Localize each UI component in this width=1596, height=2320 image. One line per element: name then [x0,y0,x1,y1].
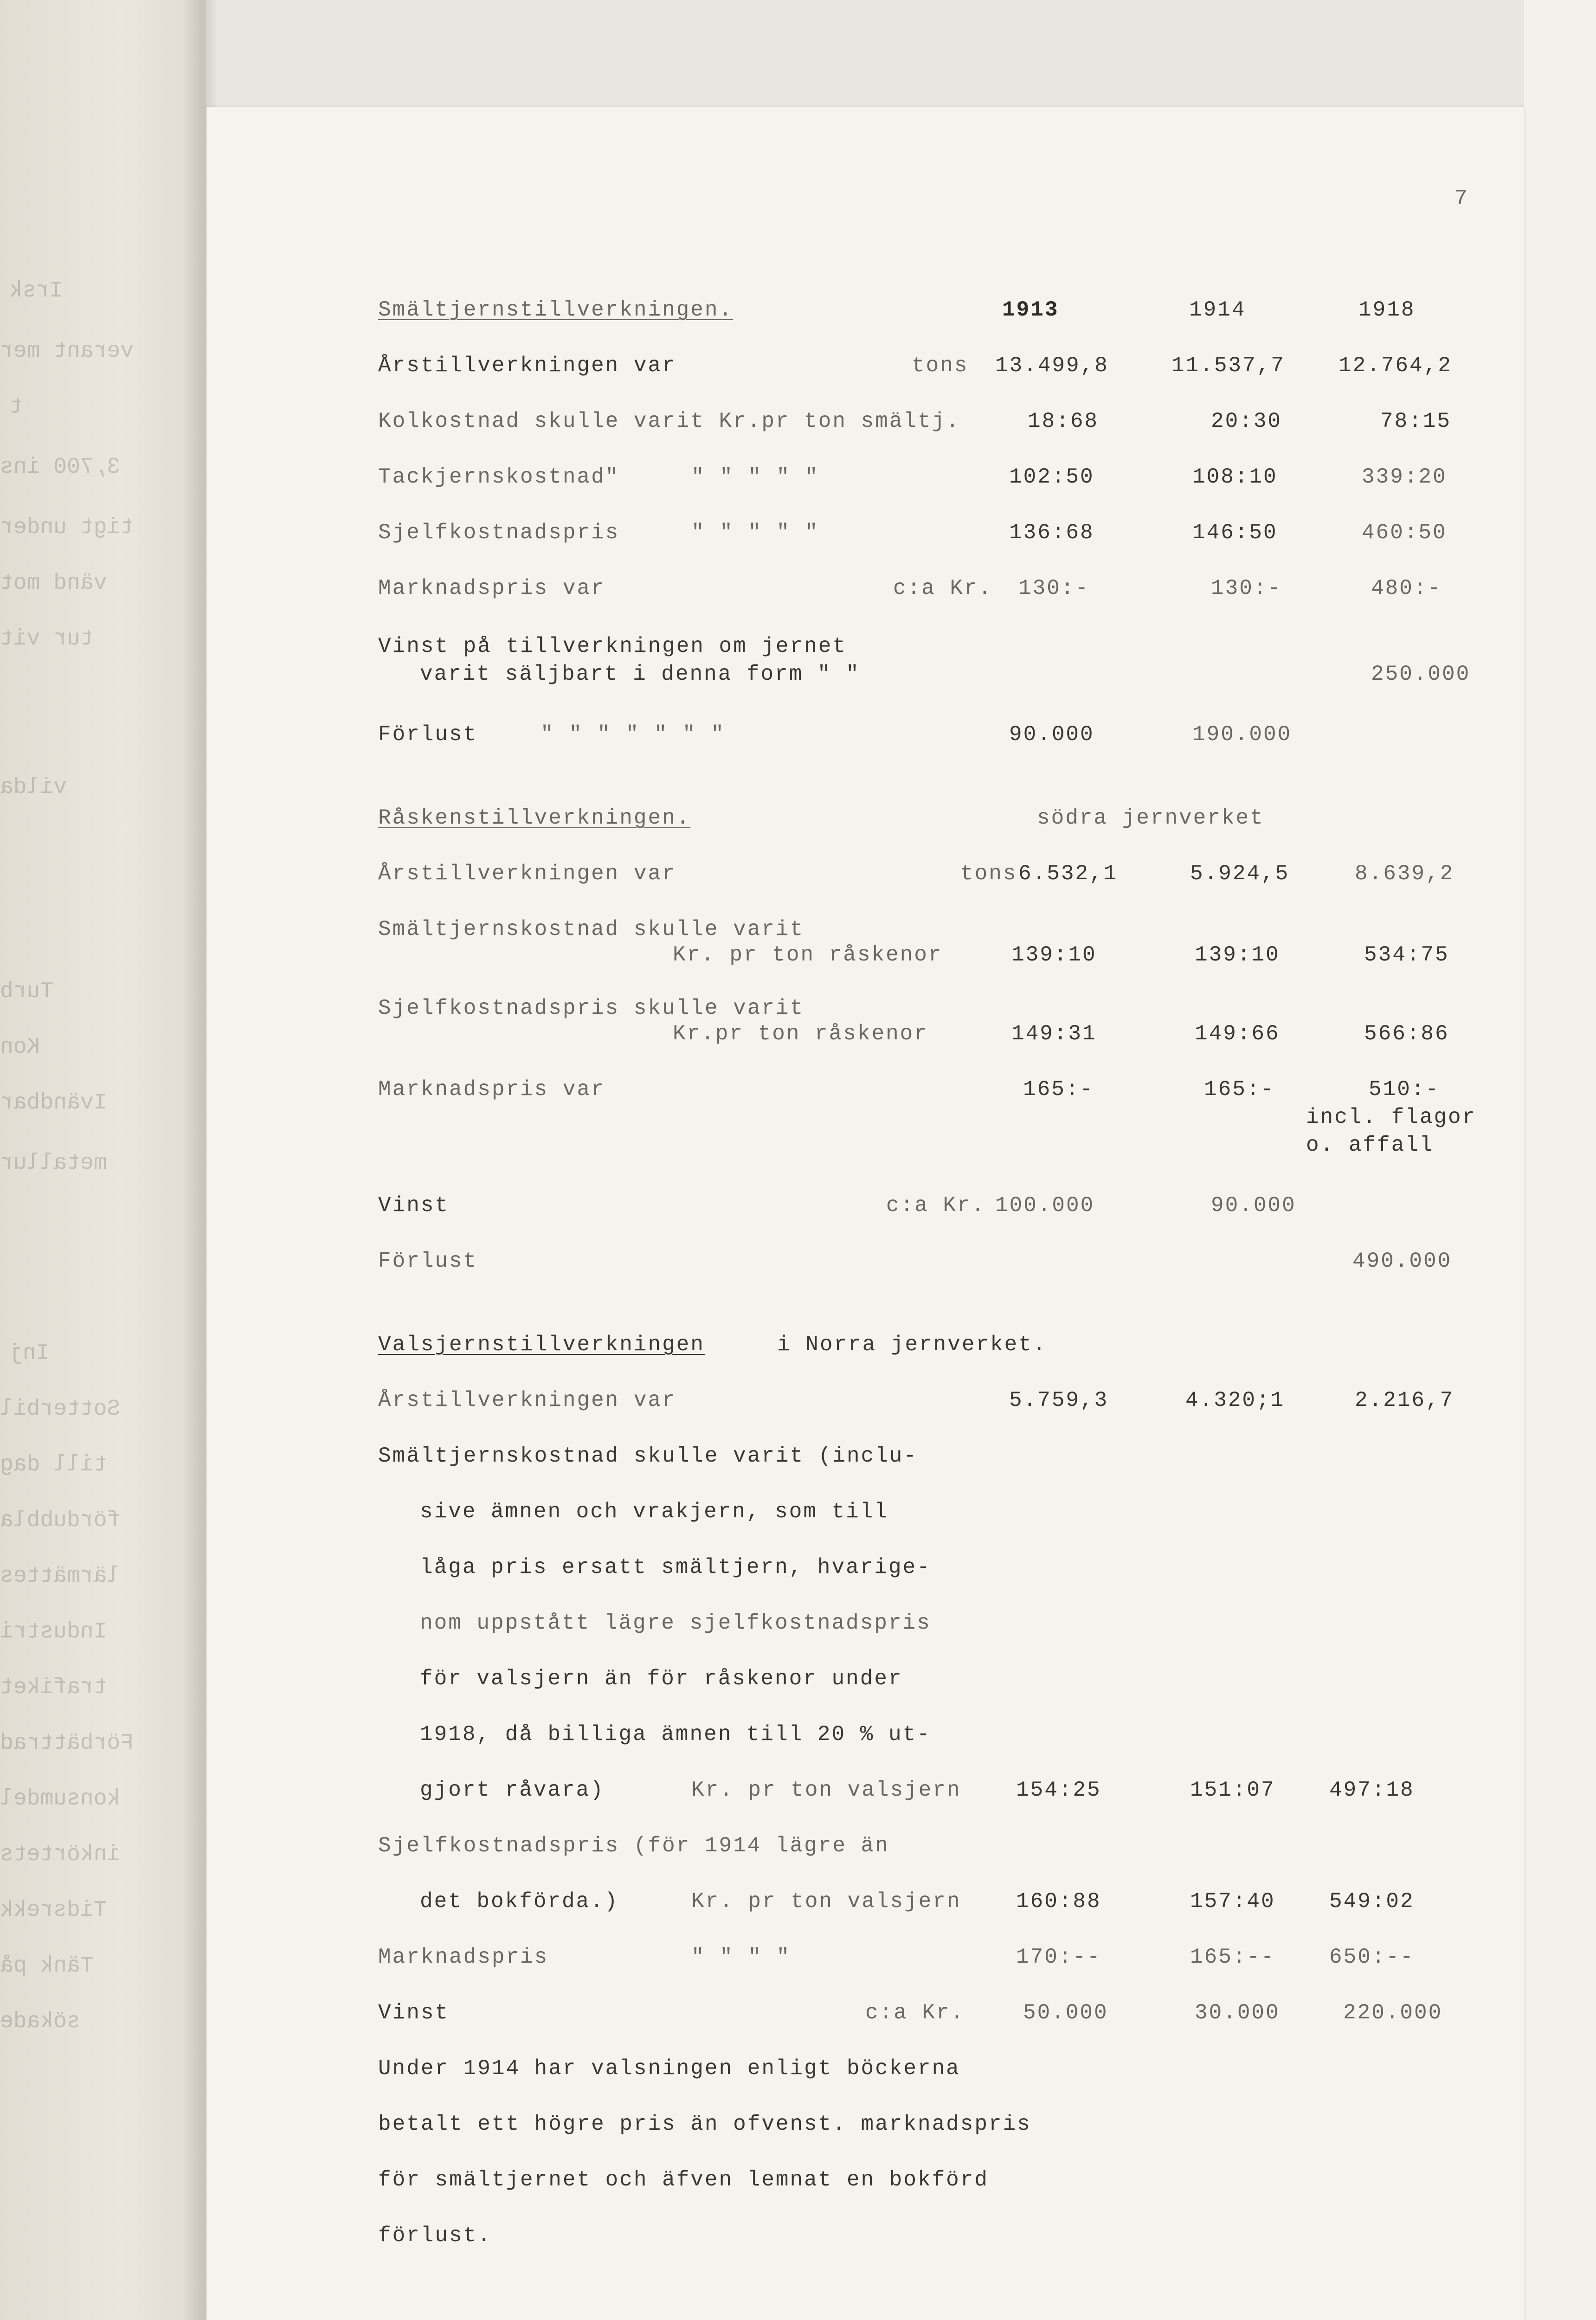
bleed-text: Turb [0,979,54,1004]
value-1918: 220.000 [1343,2001,1443,2025]
value-1918: 534:75 [1364,943,1449,967]
text-line: sive ämnen och vrakjern, som till [420,1500,888,1524]
previous-page-edge [0,0,206,2320]
text-line: för valsjern än för råskenor under [420,1667,903,1691]
row-unit: c:a Kr. [886,1193,986,1218]
value-1914: 90.000 [1211,1193,1296,1218]
row-label: Marknadspris var [378,576,605,600]
value-1913: 165:- [1023,1077,1094,1102]
bleed-text: konsumdel [0,1786,121,1811]
row-unit: Kr. pr ton valsjern [691,1889,961,1914]
bleed-text: Förbättrad [0,1731,134,1756]
row-label-cont: Kr. pr ton råskenor [673,943,943,967]
value-1914: 190.000 [1192,722,1292,747]
bleed-text: sökade [0,2009,80,2034]
value-1918: 490.000 [1352,1249,1452,1273]
value-1914: 151:07 [1190,1778,1275,1802]
value-1918: 497:18 [1329,1778,1415,1802]
value-1913: 154:25 [1016,1778,1101,1802]
closing-text: förlust. [378,2223,492,2248]
profit-label: Vinst på tillverkningen om jernet [378,634,847,658]
section-title-cont: i Norra jernverket. [777,1333,1047,1357]
value-1918: 2.216,7 [1355,1388,1454,1412]
value-note: o. affall [1306,1133,1434,1157]
value-1918: 78:15 [1380,409,1452,433]
bleed-text: Inj [9,1341,50,1366]
value-1918: 8.639,2 [1355,862,1454,886]
bleed-text: vänd mot [0,571,107,596]
value-1914: 5.924,5 [1190,862,1290,886]
value-1913: 18:68 [1028,409,1099,433]
profit-label: Vinst [378,1193,450,1218]
value-1913: 130:- [1018,576,1090,600]
bleed-text: tur vit [0,626,94,651]
value-1914: 165:-- [1190,1945,1275,1969]
bleed-text: verant mer [0,339,134,364]
value-1914: 139:10 [1195,943,1280,967]
bleed-text: vilda [0,775,67,800]
row-label: Kolkostnad skulle varit Kr.pr ton smältj. [378,409,960,433]
bleed-text: Sotterbil [0,1397,121,1422]
row-label: Sjelfkostnadspris (för 1914 lägre än [378,1834,889,1858]
bleed-text: fördubbla [0,1508,121,1533]
row-label: Sjelfkostnadspris [378,521,620,545]
text-line: låga pris ersatt smältjern, hvarige- [420,1555,931,1579]
loss-label: Förlust [378,722,478,747]
value-1914: 157:40 [1190,1889,1275,1914]
row-label: Smältjernskostnad skulle varit [378,917,804,941]
section-title-smaltjern: Smältjernstillverkningen. [378,298,734,322]
year-header-1918: 1918 [1358,298,1416,322]
row-label: Marknadspris [378,1945,549,1969]
value-1913: 90.000 [1009,722,1094,747]
year-header-1913: 1913 [1002,298,1059,322]
value-1913: 170:-- [1016,1945,1101,1969]
profit-label-cont: varit säljbart i denna form " " [420,662,860,686]
text-line: nom uppstått lägre sjelfkostnadspris [420,1611,931,1635]
row-label: Årstillverkningen var [378,354,676,378]
year-header-1914: 1914 [1189,298,1246,322]
value-1913: 13.499,8 [995,354,1109,378]
text-line: 1918, då billiga ämnen till 20 % ut- [420,1722,931,1746]
ditto-marks: " " " " " [691,465,819,489]
value-1914: 146:50 [1192,521,1278,545]
row-label-cont: Kr.pr ton råskenor [673,1022,928,1046]
bleed-text: Industri [0,1619,107,1644]
row-unit: c:a Kr. [865,2001,965,2025]
value-1913: 6.532,1 [1018,862,1118,886]
value-1913: 149:31 [1011,1022,1097,1046]
value-1918: 460:50 [1362,521,1447,545]
bleed-text: 3,700 ins [0,455,121,480]
row-label: Tackjernskostnad" [378,465,620,489]
row-label-cont: gjort råvara) [420,1778,605,1802]
bleed-text: Tänk på [0,1953,94,1978]
row-unit: Kr. pr ton valsjern [691,1778,961,1802]
bleed-text: till dag [0,1452,107,1477]
profit-label: Vinst [378,2001,450,2025]
closing-text: för smältjernet och äfven lemnat en bokförd [378,2168,989,2192]
value-1918: 510:- [1369,1077,1440,1102]
bleed-text: Irsk [9,278,63,303]
bleed-text: t [9,394,23,419]
value-1913: 100.000 [995,1193,1095,1218]
value-1914: 130:- [1211,576,1282,600]
bleed-text: inkörtets [0,1842,121,1867]
section-subtitle: södra jernverket [1037,806,1264,830]
row-label: Marknadspris var [378,1077,605,1102]
bleed-text: Ivändbar [0,1090,107,1115]
ditto-marks: " " " " [691,1945,791,1969]
value-1918: 12.764,2 [1339,354,1452,378]
value-1914: 30.000 [1195,2001,1280,2025]
bleed-text: lärmättes [0,1564,121,1589]
value-1913: 50.000 [1023,2001,1108,2025]
value-1913: 160:88 [1016,1889,1101,1914]
page-number: 7 [1454,187,1469,211]
bleed-text: Kon [0,1035,40,1060]
row-label: Sjelfkostnadspris skulle varit [378,996,804,1020]
ditto-marks: " " " " " " " [541,722,725,747]
value-1913: 139:10 [1011,943,1097,967]
value-1918: 339:20 [1362,465,1447,489]
text-line: Smältjernskostnad skulle varit (inclu- [378,1444,918,1468]
row-label: Årstillverkningen var [378,862,676,886]
value-1918: 250.000 [1371,662,1471,686]
row-unit: tons [960,862,1017,886]
row-label: Årstillverkningen var [378,1388,676,1412]
value-1914: 165:- [1204,1077,1275,1102]
closing-text: betalt ett högre pris än ofvenst. marknadspris [378,2112,1031,2136]
value-note: incl. flagor [1306,1105,1477,1129]
row-label-cont: det bokförda.) [420,1889,619,1914]
ditto-marks: " " " " " [691,521,819,545]
value-1914: 11.537,7 [1171,354,1285,378]
document-page [206,107,1524,2320]
bleed-text: metallur [0,1151,107,1176]
bleed-text: trafiket [0,1675,107,1700]
bleed-text: tigt under [0,515,134,540]
value-1914: 4.320;1 [1185,1388,1285,1412]
value-1913: 102:50 [1009,465,1094,489]
background-right [1524,0,1596,2320]
section-title-rasken: Råskenstillverkningen. [378,806,691,830]
loss-label: Förlust [378,1249,478,1273]
value-1913: 136:68 [1009,521,1094,545]
value-1914: 149:66 [1195,1022,1280,1046]
bleed-text: Tidsrekk [0,1898,107,1923]
closing-text: Under 1914 har valsningen enligt böckerna [378,2056,960,2081]
value-1914: 20:30 [1211,409,1282,433]
value-1918: 566:86 [1364,1022,1449,1046]
value-1918: 480:- [1371,576,1442,600]
row-unit: c:a Kr. [893,576,993,600]
value-1918: 549:02 [1329,1889,1415,1914]
value-1914: 108:10 [1192,465,1278,489]
row-unit: tons [912,354,969,378]
value-1918: 650:-- [1329,1945,1415,1969]
section-title-valsjern: Valsjernstillverkningen [378,1333,705,1357]
value-1913: 5.759,3 [1009,1388,1109,1412]
